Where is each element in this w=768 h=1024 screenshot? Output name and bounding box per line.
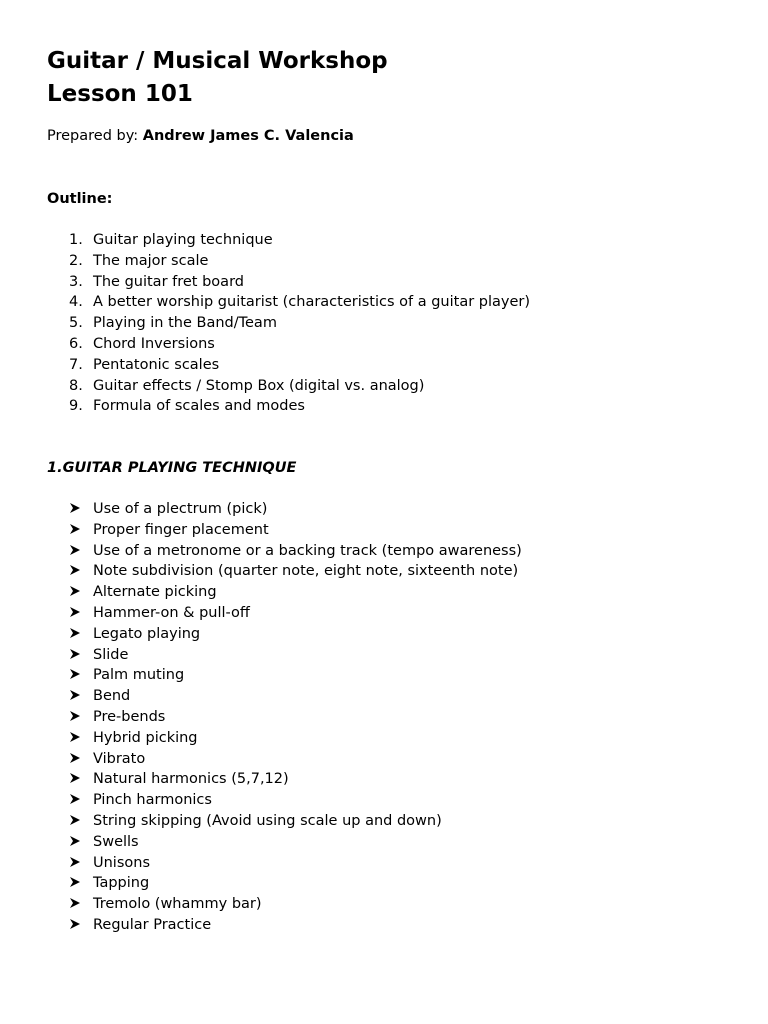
arrowhead-bullet-icon [47,603,93,624]
arrowhead-bullet-icon [47,873,93,894]
arrowhead-bullet-icon [47,811,93,832]
technique-list-item [47,520,522,541]
outline-item [47,251,530,272]
outline-item-text: Pentatonic scales [93,356,220,373]
technique-list-item [47,728,522,749]
outline-item-text: A better worship guitarist (characteristics of a guitar player) [93,294,531,311]
outline-item [47,355,530,376]
arrowhead-bullet-icon [47,769,93,790]
section-heading: 1.GUITAR PLAYING TECHNIQUE [47,460,297,476]
technique-list-item [47,603,522,624]
document-title [47,45,388,111]
technique-list-item [47,541,522,562]
outline-item-number-text: 5. [69,315,83,332]
outline-item-number [47,396,93,417]
arrowhead-bullet-icon [47,665,93,686]
title-line-2: Lesson 101 [47,81,193,107]
arrowhead-bullet-icon [47,520,93,541]
outline-item-number-text: 1. [69,232,83,248]
author-name: Andrew James C. Valencia [142,128,354,144]
technique-list-item [47,707,522,728]
technique-item-text: Slide [93,646,129,663]
technique-item-text: Palm muting [93,667,185,684]
technique-item-text: Pre-bends [93,708,166,725]
outline-item-number [47,230,93,251]
outline-item-number-text: 4. [69,294,83,311]
technique-item-text: Tapping [93,875,150,892]
outline-item [47,313,530,334]
technique-item-text: Vibrato [93,750,146,767]
arrowhead-bullet-icon [47,853,93,874]
arrowhead-bullet-icon [47,749,93,770]
technique-list-item [47,873,522,894]
technique-item-text: Bend [93,688,131,705]
arrowhead-bullet-icon [47,686,93,707]
technique-list-item [47,582,522,603]
technique-list-item [47,769,522,790]
technique-list-item [47,832,522,853]
technique-item-text: Pinch harmonics [93,792,212,809]
outline-item [47,292,530,313]
technique-list-item [47,665,522,686]
outline-item-text: Guitar playing technique [93,232,273,248]
arrowhead-bullet-icon [47,541,93,562]
technique-item-text: Hybrid picking [93,729,198,746]
outline-item-number [47,376,93,397]
outline-item [47,272,530,293]
outline-item-number-text: 7. [69,356,83,373]
technique-list-item [47,790,522,811]
outline-item-number [47,313,93,334]
outline-item [47,376,530,397]
technique-list-item [47,645,522,666]
technique-list-item [47,561,522,582]
outline-item-text: Chord Inversions [93,335,215,352]
outline-heading: Outline: [47,191,113,207]
outline-item-number-text: 3. [69,273,83,290]
technique-item-text: Hammer-on & pull-off [93,604,250,621]
technique-list-item [47,624,522,645]
technique-item-text: Alternate picking [93,584,217,601]
arrowhead-bullet-icon [47,832,93,853]
outline-item-number-text: 2. [69,252,83,269]
technique-list-item [47,915,522,936]
outline-item [47,230,530,251]
technique-item-text: Proper finger placement [93,521,269,538]
arrowhead-bullet-icon [47,728,93,749]
technique-item-text: Use of a plectrum (pick) [93,501,268,517]
outline-item-number-text: 6. [69,335,83,352]
arrowhead-bullet-icon [47,915,93,936]
outline-item-text: Formula of scales and modes [93,398,305,415]
outline-item [47,334,530,355]
arrowhead-bullet-icon [47,707,93,728]
technique-list-item [47,749,522,770]
outline-item-number [47,292,93,313]
technique-item-text: Regular Practice [93,916,212,933]
technique-item-text: Use of a metronome or a backing track (tempo awareness) [93,542,522,559]
technique-item-text: Legato playing [93,625,201,642]
outline-item-text: Playing in the Band/Team [93,315,277,332]
arrowhead-bullet-icon [47,894,93,915]
outline-item-number [47,272,93,293]
arrowhead-bullet-icon [47,645,93,666]
prepared-by-label: Prepared by: [47,128,143,144]
technique-list-item [47,686,522,707]
technique-item-text: Note subdivision (quarter note, eight note, sixteenth note) [93,563,519,580]
arrowhead-bullet-icon [47,561,93,582]
technique-list-item [47,853,522,874]
outline-list [47,230,530,417]
arrowhead-bullet-icon [47,499,93,520]
outline-item-text: The guitar fret board [93,273,244,290]
outline-item-number-text: 9. [69,398,83,415]
outline-item-number-text: 8. [69,377,83,394]
technique-item-text: String skipping (Avoid using scale up and down) [93,812,442,829]
technique-item-text: Tremolo (whammy bar) [93,896,262,913]
technique-item-text: Unisons [93,854,151,871]
arrowhead-bullet-icon [47,624,93,645]
arrowhead-bullet-icon [47,790,93,811]
outline-item-text: Guitar effects / Stomp Box (digital vs. analog) [93,377,425,394]
outline-item-number [47,334,93,355]
outline-item-number [47,251,93,272]
technique-list-item [47,894,522,915]
prepared-by-line [47,126,354,146]
technique-bullet-list [47,499,522,936]
title-line-1: Guitar / Musical Workshop [47,48,388,74]
technique-item-text: Natural harmonics (5,7,12) [93,771,289,788]
technique-item-text: Swells [93,833,139,850]
technique-list-item [47,811,522,832]
arrowhead-bullet-icon [47,582,93,603]
outline-item-text: The major scale [93,252,209,269]
outline-item [47,396,530,417]
outline-item-number [47,355,93,376]
technique-list-item [47,499,522,520]
